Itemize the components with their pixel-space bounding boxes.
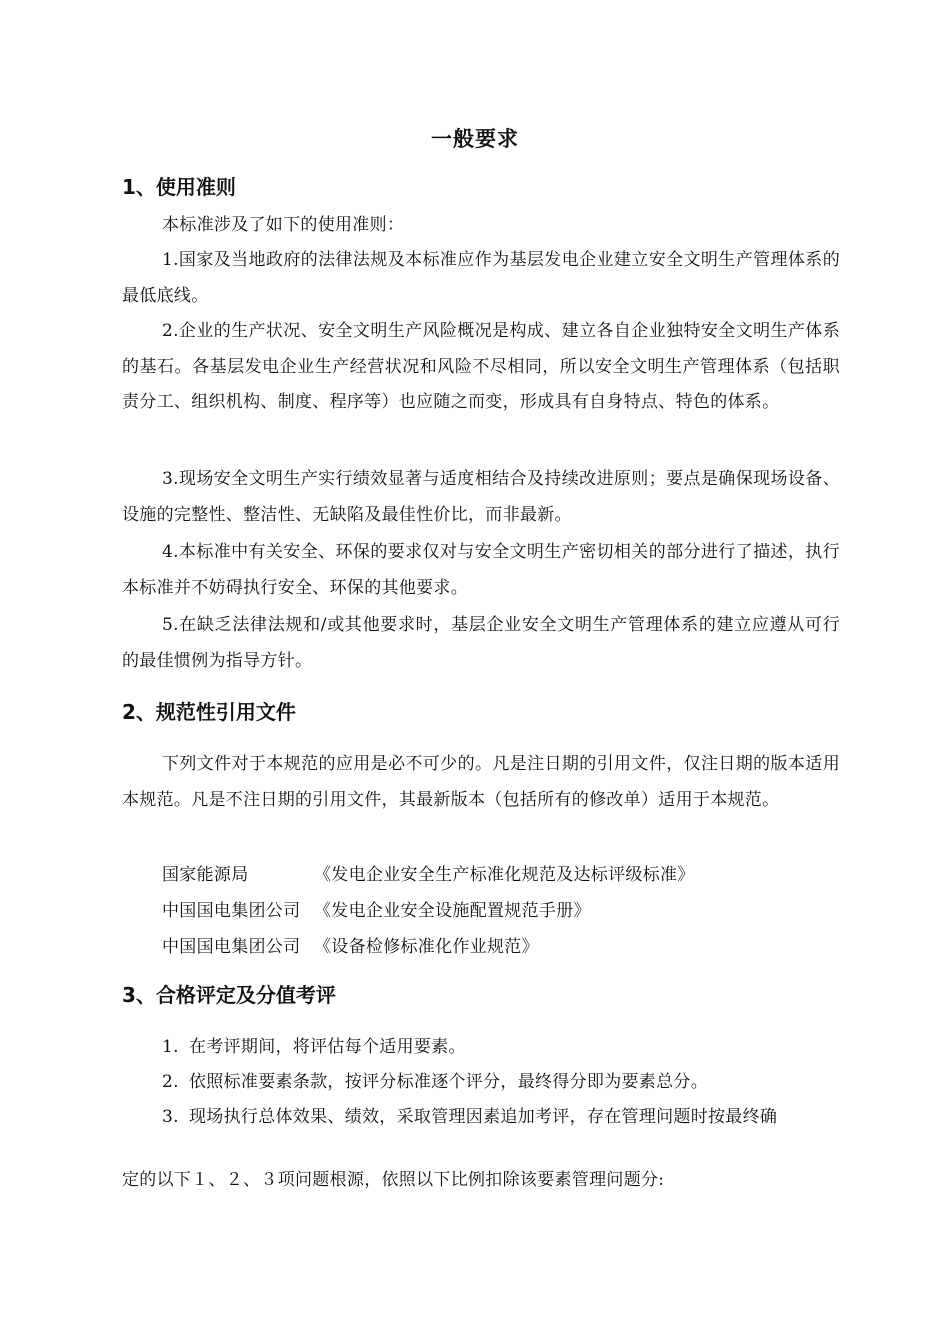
reference-org: 中国国电集团公司 (162, 901, 301, 921)
reference-doc: 《发电企业安全生产标准化规范及达标评级标准》 (314, 865, 695, 885)
assessment-continuation: 定的以下１、２、３项问题根源，依照以下比例扣除该要素管理问题分: (122, 1170, 665, 1190)
page-title: 一般要求 (431, 127, 519, 151)
item-text: 在考评期间，将评估每个适用要素。 (189, 1037, 466, 1057)
item-number: 1. (162, 1037, 179, 1057)
reference-org: 中国国电集团公司 (162, 937, 301, 957)
rule-item-2: 2.企业的生产状况、安全文明生产风险概况是构成、建立各自企业独特安全文明生产体系的基石。各基层发电企业生产经营状况和风险不尽相同，所以安全文明生产管理体系（包括职责分工、组织机构、制度、程序等）也应随之而变，形成具有自身特点、特色的体系。 (122, 321, 840, 412)
assessment-item (162, 1067, 708, 1097)
reference-doc: 《设备检修标准化作业规范》 (314, 937, 539, 957)
reference-row (162, 896, 591, 926)
section-heading-assessment: 3、合格评定及分值考评 (122, 983, 336, 1007)
reference-row (162, 860, 695, 890)
assessment-item (162, 1032, 466, 1062)
reference-doc: 《发电企业安全设施配置规范手册》 (314, 901, 591, 921)
section-heading-normative-references: 2、规范性引用文件 (122, 700, 296, 724)
item-number: 3. (162, 1107, 179, 1127)
section2-intro: 下列文件对于本规范的应用是必不可少的。凡是注日期的引用文件，仅注日期的版本适用本规范。凡是不注日期的引用文件，其最新版本（包括所有的修改单）适用于本规范。 (122, 754, 840, 810)
item-text: 现场执行总体效果、绩效，采取管理因素追加考评，存在管理问题时按最终确 (189, 1107, 778, 1127)
rule-item-4: 4.本标准中有关安全、环保的要求仅对与安全文明生产密切相关的部分进行了描述，执行本标准并不妨碍执行安全、环保的其他要求。 (122, 542, 840, 598)
rule-item-3: 3.现场安全文明生产实行绩效显著与适度相结合及持续改进原则；要点是确保现场设备、设施的完整性、整洁性、无缺陷及最佳性价比，而非最新。 (122, 469, 840, 525)
section-heading-usage-rules: 1、使用准则 (122, 175, 236, 199)
rule-item-1: 1.国家及当地政府的法律法规及本标准应作为基层发电企业建立安全文明生产管理体系的最低底线。 (122, 250, 840, 306)
rule-item-5: 5.在缺乏法律法规和/或其他要求时，基层企业安全文明生产管理体系的建立应遵从可行的最佳惯例为指导方针。 (122, 615, 840, 671)
section1-intro: 本标准涉及了如下的使用准则： (162, 215, 405, 235)
item-number: 2. (162, 1072, 179, 1092)
assessment-item (162, 1102, 777, 1132)
reference-row (162, 932, 539, 962)
reference-org: 国家能源局 (162, 865, 249, 885)
item-text: 依照标准要素条款，按评分标准逐个评分，最终得分即为要素总分。 (189, 1072, 708, 1092)
